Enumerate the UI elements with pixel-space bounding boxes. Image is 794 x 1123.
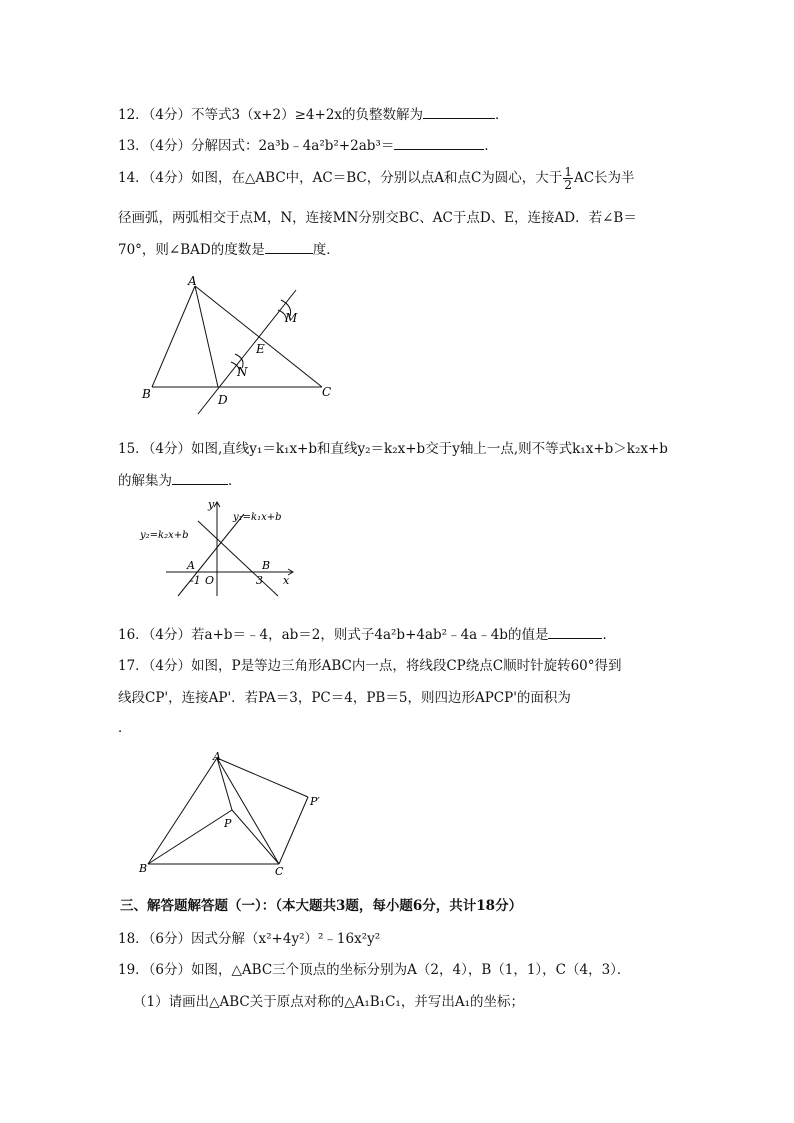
question-14-line3: 70°，则∠BAD的度数是 度． xyxy=(118,242,340,258)
segment-AB xyxy=(148,758,217,864)
line-MN xyxy=(198,290,296,414)
question-19-line1: 19．（6分）如图，△ABC三个顶点的坐标分别为A（2，4），B（1，1），C（4，3）． xyxy=(118,962,631,978)
segment-CP xyxy=(232,810,279,864)
label-P: P xyxy=(224,817,232,830)
label-E: E xyxy=(256,342,265,356)
answer-blank xyxy=(394,137,484,150)
figure-q15 xyxy=(138,496,303,600)
fraction-one-half: $\frac{1}{2}$ xyxy=(564,165,572,192)
question-19-line2: （1）请画出△ABC关于原点对称的△A₁B₁C₁，并写出A₁的坐标； xyxy=(133,994,524,1010)
segment-AP-prime xyxy=(217,758,308,797)
question-13: 13．（4分）分解因式：2a³b﹣4a²b²+2ab³＝ ． xyxy=(118,138,498,154)
label-D: D xyxy=(218,393,228,407)
answer-blank xyxy=(265,241,313,254)
question-15-line2: 的解集为 ． xyxy=(118,473,242,489)
label-B: B xyxy=(262,559,271,572)
label-B: B xyxy=(139,862,148,875)
figure-q17 xyxy=(136,748,336,878)
label-P-prime: P′ xyxy=(310,795,320,808)
question-17-line3: ． xyxy=(118,720,132,736)
answer-blank xyxy=(423,106,495,119)
segment-AC xyxy=(217,758,279,864)
label-N: N xyxy=(237,365,248,379)
label-C: C xyxy=(322,385,332,399)
label-C: C xyxy=(275,865,284,878)
question-12: 12．（4分）不等式3（x+2）≥4+2x的负整数解为 ． xyxy=(118,107,509,123)
question-14-line2: 径画弧，两弧相交于点M，N，连接MN分别交BC、AC于点D、E，连接AD．若∠B＝ xyxy=(118,210,637,226)
answer-blank xyxy=(172,472,228,485)
label-y1: y₁=k₁x+b xyxy=(233,512,282,523)
question-18: 18．（6分）因式分解（x²+4y²）²﹣16x²y² xyxy=(118,931,381,947)
label-O: O xyxy=(205,574,215,587)
question-15-line1: 15．（4分）如图,直线y₁＝k₁x+b和直线y₂＝k₂x+b交于y轴上一点,则不等式k₁x+b＞k₂x+b xyxy=(118,441,668,457)
label-B: B xyxy=(142,387,151,401)
figure-q14 xyxy=(138,272,338,417)
segment-CP-prime xyxy=(279,797,308,864)
question-17-line1: 17．（4分）如图，P是等边三角形ABC内一点，将线段CP绕点C顺时针旋转60°得到 xyxy=(118,658,622,674)
section-heading: 三、解答题解答题（一）：（本大题共3题，每小题6分，共计18分） xyxy=(120,898,523,914)
question-16: 16．（4分）若a+b＝﹣4，ab＝2，则式子4a²b+4ab²﹣4a﹣4b的值是 ． xyxy=(118,627,616,643)
question-17-line2: 线段CP'，连接AP'．若PA＝3，PC＝4，PB＝5，则四边形APCP'的面积为 xyxy=(118,690,571,706)
label-y-axis: y xyxy=(208,498,215,511)
segment-AB xyxy=(152,286,195,387)
label-x-axis: x xyxy=(283,574,290,587)
label-M: M xyxy=(285,311,298,325)
answer-blank xyxy=(548,626,602,639)
label-A: A xyxy=(213,750,221,763)
label-y2: y₂=k₂x+b xyxy=(140,530,189,541)
tick-neg1: -1 xyxy=(190,574,201,587)
question-14-line1: 14．（4分）如图，在△ABC中，AC＝BC，分别以点A和点C为圆心，大于 $\frac{1}{2}$ AC长为半 xyxy=(118,165,635,192)
segment-BP xyxy=(148,810,232,864)
tick-3: 3 xyxy=(256,574,263,587)
label-A: A xyxy=(187,559,195,572)
segment-AP xyxy=(217,758,232,810)
label-A: A xyxy=(188,274,197,288)
